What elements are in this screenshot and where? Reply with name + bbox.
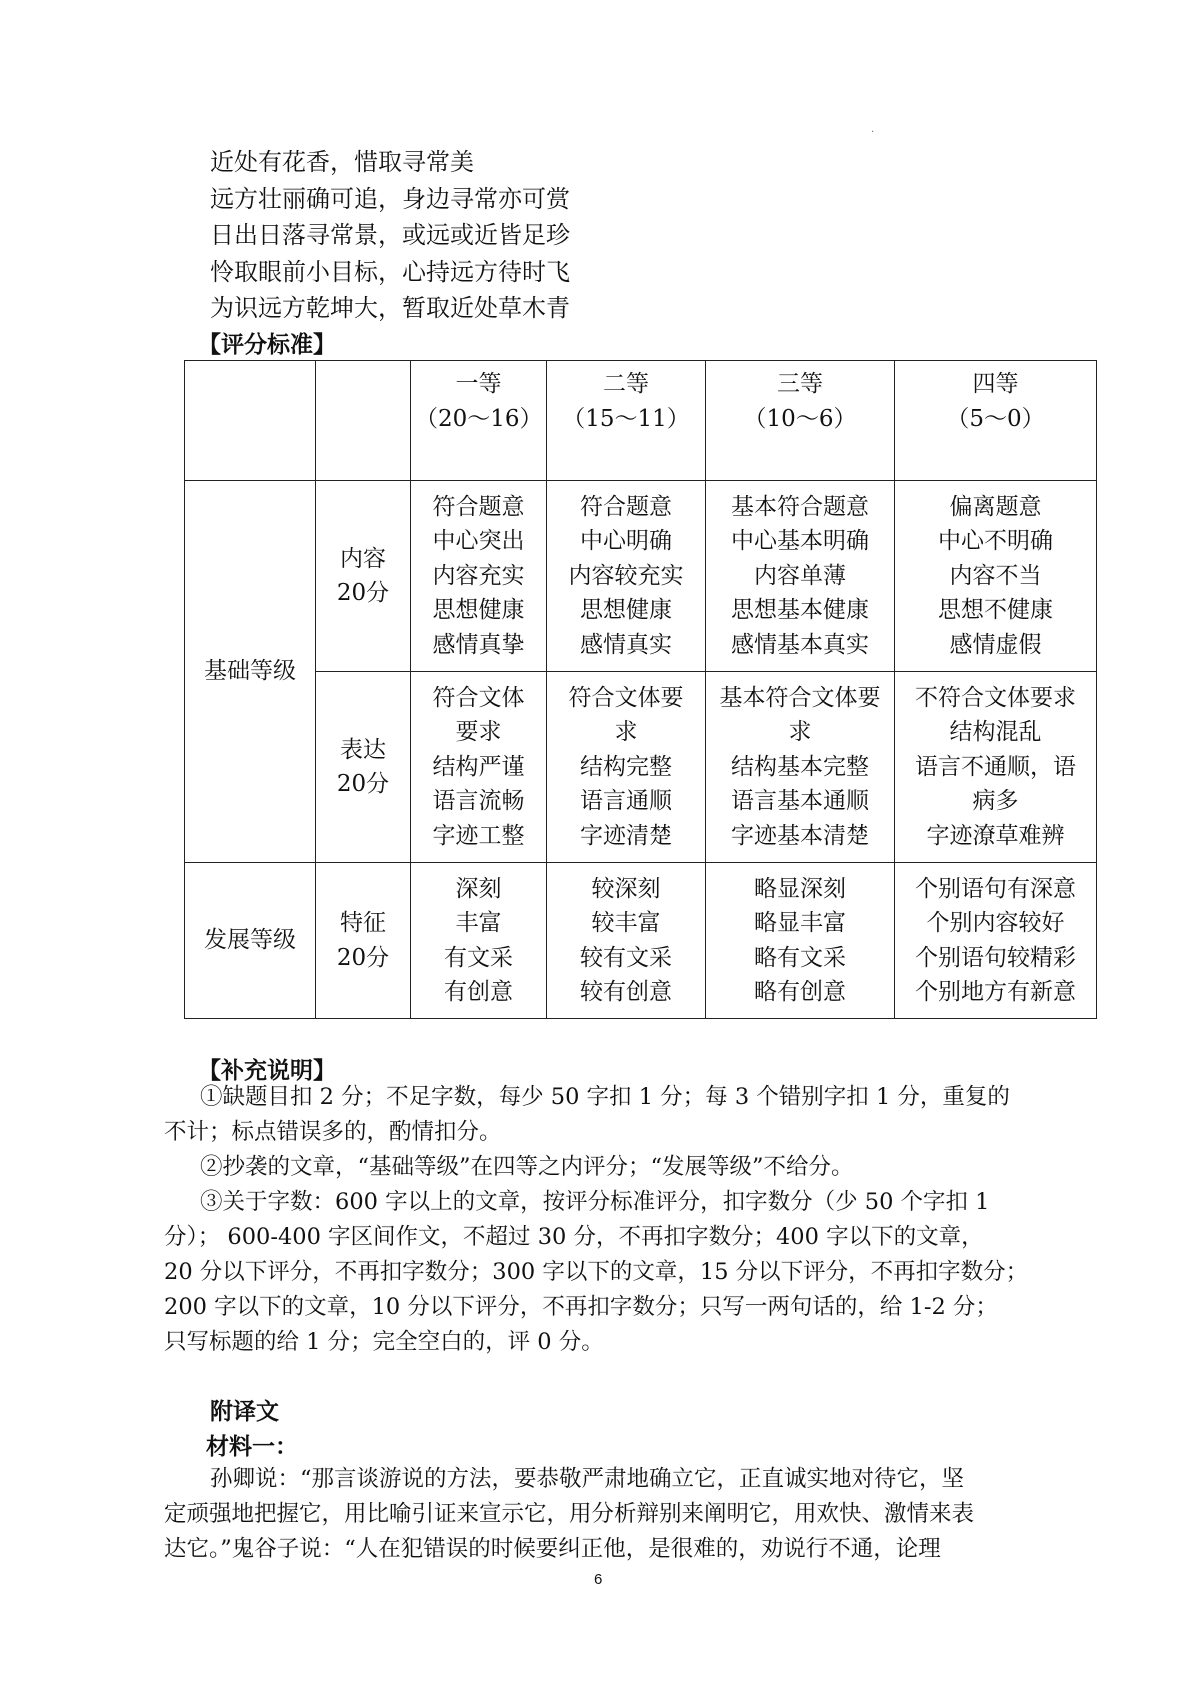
expression-label: 表达 20分 xyxy=(316,672,411,863)
feature-label: 特征 20分 xyxy=(316,863,411,1019)
grade-header-4: 四等 （5～0） xyxy=(895,361,1097,481)
content-label: 内容 20分 xyxy=(316,481,411,672)
feature-row xyxy=(185,863,1097,1019)
poem-lines xyxy=(210,144,570,327)
content-row xyxy=(185,481,1097,672)
text-line: 不计；标点错误多的，酌情扣分。 xyxy=(164,1119,502,1145)
feature-grade-1: 深刻 丰富 有文采 有创意 xyxy=(411,863,547,1019)
supplement-item-3 xyxy=(164,1185,1044,1360)
text-line: ①缺题目扣 2 分；不足字数，每少 50 字扣 1 分；每 3 个错别字扣 1 分，重复的 xyxy=(200,1084,1010,1110)
supplement-item-1 xyxy=(164,1080,1044,1150)
expression-grade-3: 基本符合文体要 求 结构基本完整 语言基本通顺 字迹基本清楚 xyxy=(706,672,895,863)
supplement-heading: 【补充说明】 xyxy=(198,1057,336,1084)
text-line: ②抄袭的文章，“基础等级”在四等之内评分；“发展等级”不给分。 xyxy=(200,1154,854,1180)
text-line: ③关于字数：600 字以上的文章，按评分标准评分，扣字数分（少 50 个字扣 1 xyxy=(200,1189,990,1215)
text-line: 分）； 600-400 字区间作文，不超过 30 分，不再扣字数分；400 字以下的文章， xyxy=(164,1224,984,1250)
material-heading: 材料一： xyxy=(206,1433,298,1460)
content-grade-3: 基本符合题意 中心基本明确 内容单薄 思想基本健康 感情基本真实 xyxy=(706,481,895,672)
poem-line: 为识远方乾坤大，暂取近处草木青 xyxy=(210,294,570,322)
text-line: 只写标题的给 1 分；完全空白的，评 0 分。 xyxy=(164,1329,604,1355)
corner-mark: . xyxy=(871,124,875,135)
expression-grade-1: 符合文体 要求 结构严谨 语言流畅 字迹工整 xyxy=(411,672,547,863)
poem-line: 远方壮丽确可追，身边寻常亦可赏 xyxy=(210,184,570,213)
text-line: 定顽强地把握它，用比喻引证来宣示它，用分析辩别来阐明它，用欢快、激情来表 xyxy=(164,1501,975,1527)
grade-header-2: 二等 （15～11） xyxy=(547,361,706,481)
expression-row xyxy=(185,672,1097,863)
feature-grade-4: 个别语句有深意 个别内容较好 个别语句较精彩 个别地方有新意 xyxy=(895,863,1097,1019)
score-heading: 【评分标准】 xyxy=(198,331,336,358)
text-line: 20 分以下评分，不再扣字数分；300 字以下的文章，15 分以下评分，不再扣字数分； xyxy=(164,1259,1029,1285)
basic-level-label: 基础等级 xyxy=(185,481,316,863)
page-number: 6 xyxy=(594,1571,603,1588)
text-line: 达它。”鬼谷子说：“人在犯错误的时候要纠正他，是很难的，劝说行不通，论理 xyxy=(164,1536,941,1562)
feature-grade-3: 略显深刻 略显丰富 略有文采 略有创意 xyxy=(706,863,895,1019)
grade-header-1: 一等 （20～16） xyxy=(411,361,547,481)
expression-grade-2: 符合文体要 求 结构完整 语言通顺 字迹清楚 xyxy=(547,672,706,863)
text-line: 孙卿说：“那言谈游说的方法，要恭敬严肃地确立它，正直诚实地对待它，坚 xyxy=(210,1466,965,1492)
corner-cell xyxy=(316,361,411,481)
translation-text xyxy=(164,1462,974,1567)
corner-cell xyxy=(185,361,316,481)
content-grade-1: 符合题意 中心突出 内容充实 思想健康 感情真挚 xyxy=(411,481,547,672)
supplement-item-2 xyxy=(164,1150,1044,1185)
poem-line: 近处有花香，惜取寻常美 xyxy=(210,148,474,176)
grade-header-row xyxy=(185,361,1097,481)
expression-grade-4: 不符合文体要求 结构混乱 语言不通顺，语 病多 字迹潦草难辨 xyxy=(895,672,1097,863)
text-line: 200 字以下的文章，10 分以下评分，不再扣字数分；只写一两句话的，给 1-2 分； xyxy=(164,1294,998,1320)
poem-line: 日出日落寻常景，或远或近皆足珍 xyxy=(210,221,570,249)
content-grade-4: 偏离题意 中心不明确 内容不当 思想不健康 感情虚假 xyxy=(895,481,1097,672)
content-grade-2: 符合题意 中心明确 内容较充实 思想健康 感情真实 xyxy=(547,481,706,672)
dev-level-label: 发展等级 xyxy=(185,863,316,1019)
poem-line: 怜取眼前小目标，心持远方待时飞 xyxy=(210,257,570,286)
grade-header-3: 三等 （10～6） xyxy=(706,361,895,481)
rubric-table xyxy=(184,360,1097,1019)
feature-grade-2: 较深刻 较丰富 较有文采 较有创意 xyxy=(547,863,706,1019)
translation-heading: 附译文 xyxy=(210,1398,279,1425)
